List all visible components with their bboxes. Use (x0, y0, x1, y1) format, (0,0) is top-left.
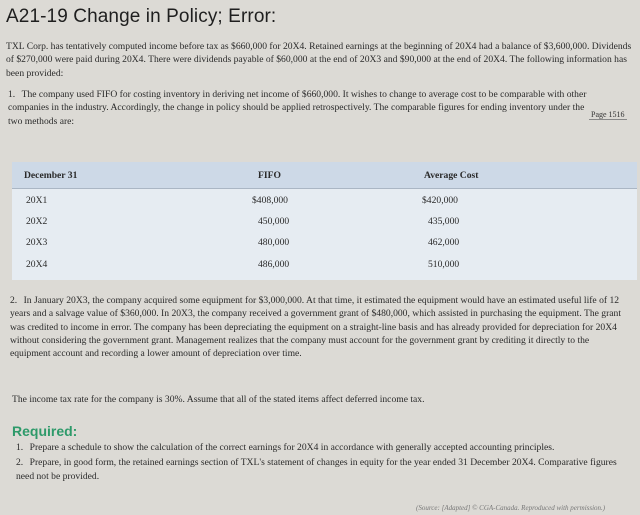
source-credit: (Source: [Adapted] © CGA-Canada. Reproduced with permission.) (416, 504, 606, 512)
tax-rate-note: The income tax rate for the company is 30%. Assume that all of the stated items affect deferred income tax. (12, 394, 425, 405)
row-3-fifo: 480,000 (258, 237, 290, 248)
row-3-average: 462,000 (428, 237, 460, 248)
required-item-2-number: 2. (16, 457, 24, 469)
info-item-1-text: The company used FIFO for costing inventory in deriving net income of $660,000. It wishes to change to average cost to be comparable with other companies in the industry. Accordingly, the change in policy should be applied retrospectively. The comparable figures for ending inventory under the two methods are: (8, 89, 587, 127)
info-item-2 (10, 294, 630, 360)
row-4-year: 20X4 (26, 259, 48, 270)
problem-title: A21-19 Change in Policy; Error: (6, 6, 277, 27)
row-1-fifo: $408,000 (252, 195, 288, 206)
required-item-1 (16, 441, 631, 454)
header-average-cost: Average Cost (424, 170, 479, 181)
row-1-average: $420,000 (422, 195, 458, 206)
table-header-row (12, 162, 637, 189)
row-4-fifo: 486,000 (258, 259, 290, 270)
row-1-year: 20X1 (26, 195, 48, 206)
info-item-2-text: In January 20X3, the company acquired some equipment for $3,000,000. At that time, it estimated the equipment would have an estimated useful life of 12 years and a salvage value of $360,000. In 20X3, the company received a government grant of $480,000, which assisted in purchasing the equipment. The grant was credited to income in error. The company has been depreciating the equipment on a straight-line basis and has already provided for depreciation for 20X4 without considering the government grant. Management realizes that the company must account for the government grant by crediting it directly to the equipment account and recording a lower amount of depreciation over time. (10, 295, 621, 360)
required-heading: Required: (12, 423, 78, 439)
required-list (16, 441, 631, 483)
inventory-table (12, 162, 637, 280)
info-item-2-number: 2. (10, 295, 18, 306)
row-3-year: 20X3 (26, 237, 48, 248)
row-2-year: 20X2 (26, 216, 48, 227)
row-2-fifo: 450,000 (258, 216, 290, 227)
page-reference: Page 1516 (591, 110, 625, 119)
header-fifo: FIFO (258, 170, 281, 181)
required-item-2-text: Prepare, in good form, the retained earnings section of TXL's statement of changes in equity for the year ended 31 December 20X4. Comparative figures need not be provided. (16, 457, 617, 482)
row-4-average: 510,000 (428, 259, 460, 270)
header-december-31: December 31 (24, 170, 78, 181)
required-item-1-number: 1. (16, 442, 24, 453)
required-item-1-text: Prepare a schedule to show the calculation of the correct earnings for 20X4 in accordance with generally accepted accounting principles. (29, 442, 555, 453)
intro-paragraph: TXL Corp. has tentatively computed income before tax as $660,000 for 20X4. Retained earnings at the beginning of 20X4 had a balance of $3,600,000. Dividends of $270,000 were paid during 20X4. There were dividends payable of $60,000 at the end of 20X3 and $90,000 at the end of 20X4. The following information has been provided: (6, 41, 632, 79)
required-item-2 (16, 456, 631, 483)
info-item-1-number: 1. (8, 89, 16, 100)
row-2-average: 435,000 (428, 216, 460, 227)
info-item-1 (8, 88, 598, 128)
